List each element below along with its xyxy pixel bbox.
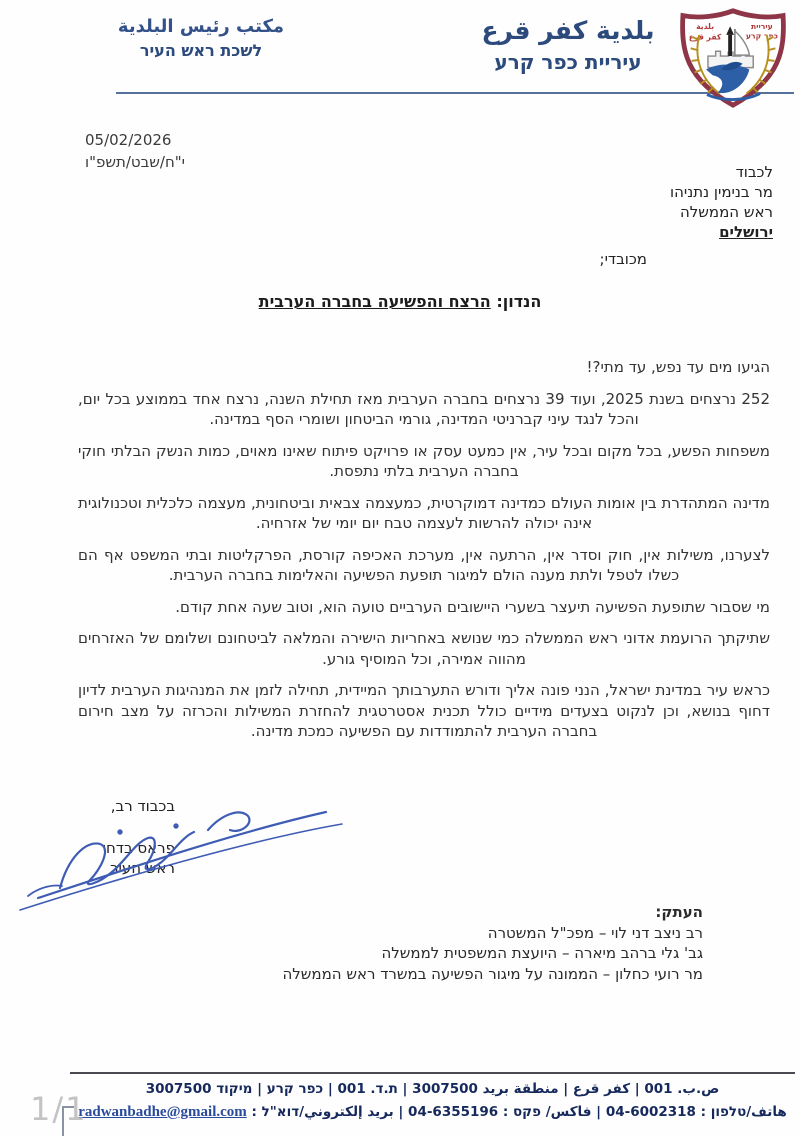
municipality-name-arabic: بلدية كفر قرع [481,16,655,45]
office-name-arabic: مكتب رئيس البلدية [117,16,285,37]
logo-text-arabic: بلدية [696,22,715,32]
body-paragraph: מי שסבור שתופעת הפשיעה תיעצר בשערי היישובים הערביים טועה הוא, וטוב שעה אחת קודם. [175,597,770,616]
recipient-city: ירושלים [719,223,773,241]
page-number-overlay: 1/1 [30,1090,88,1128]
footer [70,1078,795,1124]
office-block [112,14,290,62]
subject-text: הרצח והפשיעה בחברה הערבית [258,292,491,311]
copy-item: רב ניצב דני לוי – מפכ"ל המשטרה [487,923,703,942]
date-gregorian: 05/02/2026 [85,131,172,149]
handwritten-signature [8,788,348,918]
municipality-name-hebrew: עיריית כפר קרע [494,50,642,74]
copies-label: העתק: [655,903,703,921]
signatory-name: פראס בדחי [102,839,175,857]
recipient-salutation: לכבוד [735,163,773,181]
footer-address-line: ص.ب. 001 | كفر قرع | منطقة بريد 3007500 | ת.ד. 001 | כפר קרע | מיקוד 3007500 [145,1081,720,1097]
copy-item: גב' גלי ברהב מיארה – היועצת המשפטית לממשלה [381,944,703,962]
body-paragraph: משפחות הפשע, בכל מקום ובכל עיר, אין כמעט עסק או פרויקט פיתוח שאינו מאוים, כמות הנשק הבלתי חוקי בחברה הערבית בלתי נתפסת. [78,441,770,480]
greeting: מכובדי; [599,250,647,268]
footer-contacts-line [70,1101,795,1124]
office-name-hebrew: לשכת ראש העיר [139,41,263,60]
body-paragraph: מדינה המתהדרת בין אומות העולם כמדינה דמוקרטית, כמעצמה צבאית וביטחונית, מעצמה כלכלית וטכנולוגית אינה יכולה להרשות לעצמה טבח יום יומי של אזרחיה. [78,493,770,532]
subject-line [259,292,542,311]
date-block [85,129,185,173]
municipality-block [468,14,668,76]
body-paragraph: לצערנו, משילות אין, חוק וסדר אין, הרתעה אין, מערכת האכיפה קורסת, הפרקליטות ובתי המשפט אף הם כשלו לטפל ולתת מענה הולם למיגור תופעת הפשיעה והאלימות בחברה הערבית. [78,545,770,584]
scan-artifact [62,1106,74,1136]
signatory-title: ראש העיר [110,859,175,877]
logo-text-arabic-2: كفر قرع [688,32,722,42]
signature-closing: בכבוד רב, [110,797,175,815]
copy-item: מר רועי כחלון – הממונה על מיגור הפשיעה במשרד ראש הממשלה [282,964,703,983]
recipient-name: מר בנימין נתניהו [670,183,773,201]
body-paragraph: הגיעו מים עד נפש, עד מתי?! [586,358,770,376]
recipient-block [670,162,773,242]
municipality-logo-icon [674,6,792,110]
letter-body [40,357,770,753]
email-link[interactable]: radwanbadhe@gmail.com [78,1104,247,1120]
date-hebrew: י"ח/שבט/תשפ"ו [85,153,186,171]
subject-label: הנדון: [496,292,542,311]
logo-text-hebrew-2: כפר קרע [745,31,778,41]
footer-contacts-text: هاتف/טלפון : 04-6002318 | فاكس/ פקס : 04-6355196 | بريد إلكتروني/דוא"ל : [246,1104,787,1120]
body-paragraph: 252 נרצחים בשנת 2025, ועוד 39 נרצחים בחברה הערבית מאז תחילת השנה, נרצח אחד בממוצע בכל יום, והכל לנגד עיני קברניטי המדינה, גורמי הביטחון ושומרי הסף במדינה. [78,389,771,428]
recipient-title: ראש הממשלה [679,203,773,221]
body-paragraph: שתיקתך הרועמת אדוני ראש הממשלה כמי שנושא באחריות הישירה והמלאה לביטחונם ושלומם של האזרחים מהווה אמירה, וכל המוסיף גורע. [78,629,770,668]
footer-divider [70,1072,795,1074]
logo-text-hebrew: עיריית [750,22,773,32]
body-paragraph: כראש עיר במדינת ישראל, הנני פונה אליך ודורש התערבותך המיידית, תחילה לזמן את המנהיגות הערבית לדיון דחוף בנושא, וכן לנקוט בצעדים מידיים כולל תכנית אסטרטגית להחזרת המשילות והכרזה על מצב חירום בחברה הערבית להתמודדות עם הפשיעה כמכת מדינה. [78,681,770,740]
